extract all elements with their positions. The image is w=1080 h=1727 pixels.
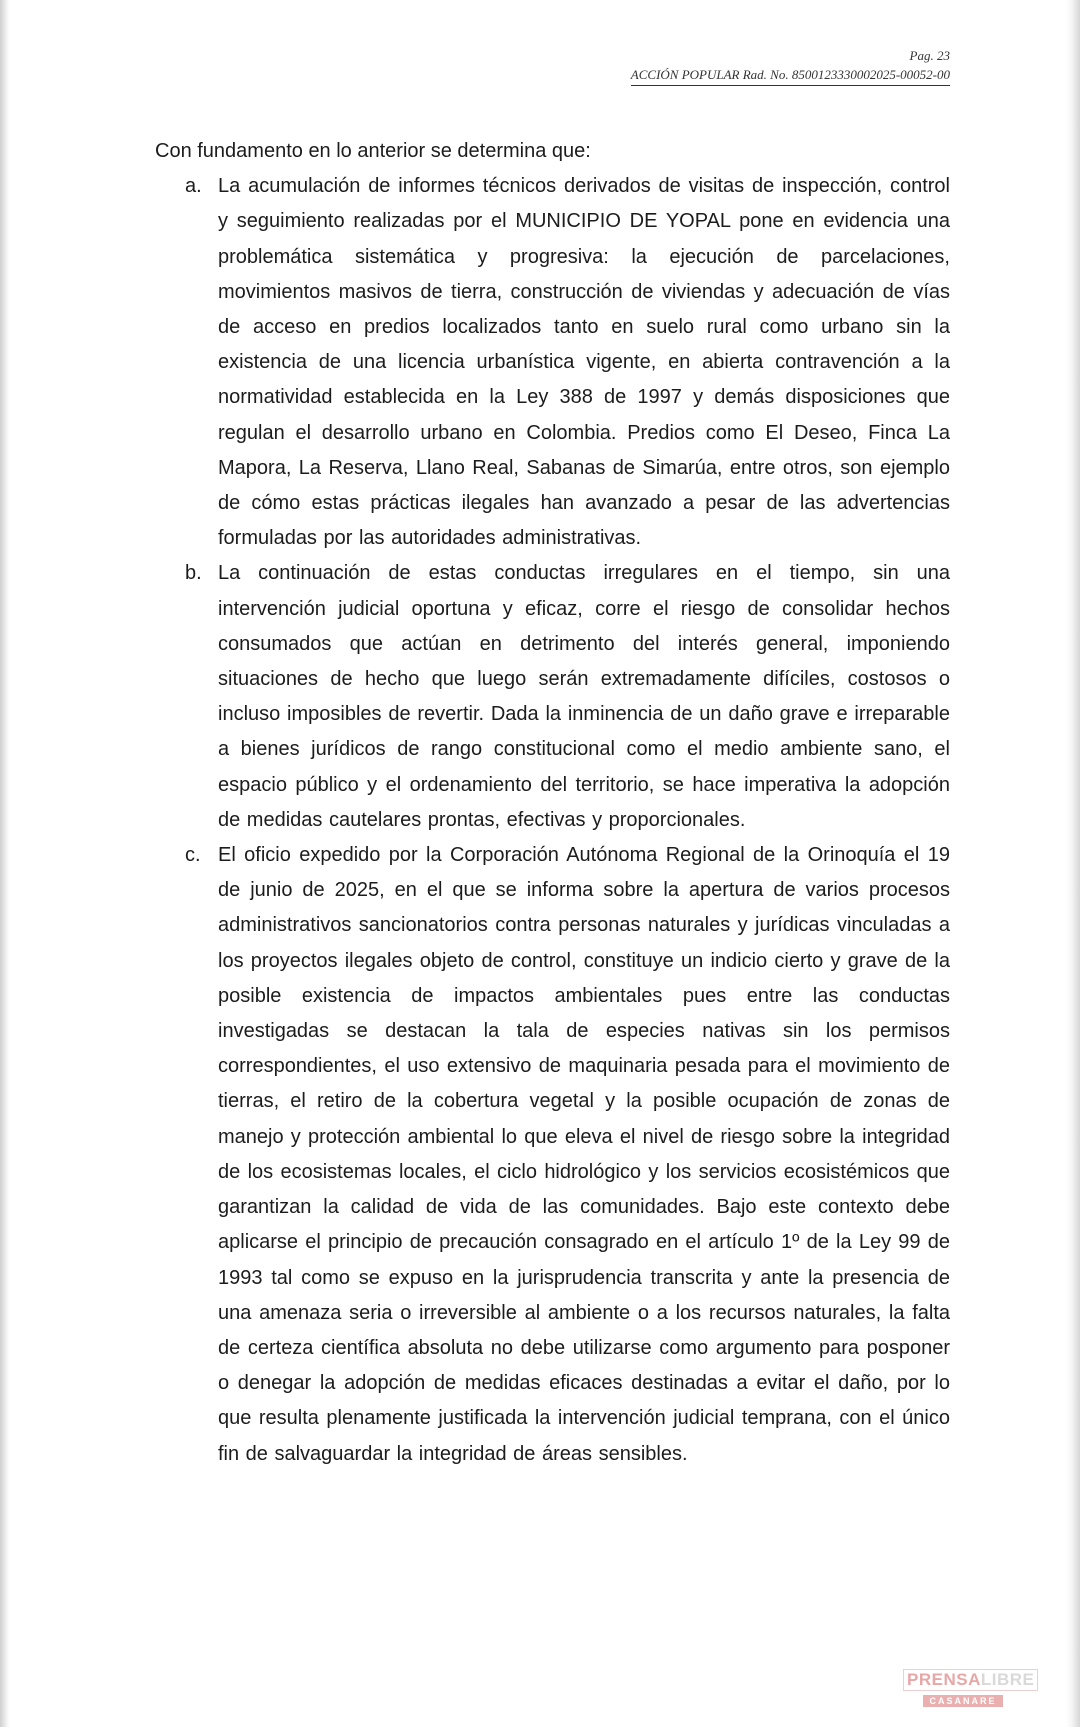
page-right-shadow xyxy=(1066,0,1080,1727)
list-item xyxy=(155,556,950,838)
watermark-brand-text: PRENSA xyxy=(907,1670,981,1689)
list-item-text: La acumulación de informes técnicos derivados de visitas de inspección, control y seguimiento realizadas por el MUNICIPIO DE YOPAL pone en evidencia una problemática sistemática y progresiva: la ejecución de parcelaciones, movimientos masivos de tierra, construcción de viviendas y adecuación de vías de acceso en predios localizados tanto en suelo rural como urbano sin la existencia de una licencia urbanística vigente, en abierta contravención a la normatividad establecida en la Ley 388 de 1997 y demás disposiciones que regulan el desarrollo urbano en Colombia. Predios como El Deseo, Finca La Mapora, La Reserva, Llano Real, Sabanas de Simarúa, entre otros, son ejemplo de cómo estas prácticas ilegales han avanzado a pesar de las advertencias formuladas por las autoridades administrativas. xyxy=(218,175,950,550)
watermark-logo xyxy=(903,1669,1035,1709)
list-item xyxy=(155,838,950,1472)
list-marker: a. xyxy=(185,175,202,198)
page-left-shadow xyxy=(0,0,10,1727)
list-item xyxy=(155,169,950,556)
conclusions-list xyxy=(155,169,950,1472)
page-number: Pag. 23 xyxy=(909,48,950,63)
watermark-brand-accent: LIBRE xyxy=(980,1670,1035,1689)
page-header xyxy=(631,46,950,86)
intro-paragraph: Con fundamento en lo anterior se determina que: xyxy=(155,140,591,162)
list-marker: b. xyxy=(185,562,202,585)
document-body xyxy=(155,134,950,1472)
case-reference: ACCIÓN POPULAR Rad. No. 8500123330002025-00052-00 xyxy=(631,65,950,86)
list-marker: c. xyxy=(185,844,201,867)
watermark-brand xyxy=(903,1669,1038,1691)
watermark-region: CASANARE xyxy=(923,1695,1002,1707)
list-item-text: La continuación de estas conductas irregulares en el tiempo, sin una intervención judicial oportuna y eficaz, corre el riesgo de consolidar hechos consumados que actúan en detrimento del interés general, imponiendo situaciones de hecho que luego serán extremadamente difíciles, costosos o incluso imposibles de revertir. Dada la inminencia de un daño grave e irreparable a bienes jurídicos de rango constitucional como el medio ambiente sano, el espacio público y el ordenamiento del territorio, se hace imperativa la adopción de medidas cautelares prontas, efectivas y proporcionales. xyxy=(218,562,950,831)
list-item-text: El oficio expedido por la Corporación Autónoma Regional de la Orinoquía el 19 de junio de 2025, en el que se informa sobre la apertura de varios procesos administrativos sancionatorios contra personas naturales y jurídicas vinculadas a los proyectos ilegales objeto de control, constituye un indicio cierto y grave de la posible existencia de impactos ambientales pues entre las conductas investigadas se destacan la tala de especies nativas sin los permisos correspondientes, el uso extensivo de maquinaria pesada para el movimiento de tierras, el retiro de la cobertura vegetal y la posible ocupación de zonas de manejo y protección ambiental lo que eleva el nivel de riesgo sobre la integridad de los ecosistemas locales, el ciclo hidrológico y los servicios ecosistémicos que garantizan la calidad de vida de las comunidades. Bajo este contexto debe aplicarse el principio de precaución consagrado en el artículo 1º de la Ley 99 de 1993 tal como se expuso en la jurisprudencia transcrita y ante la presencia de una amenaza seria o irreversible al ambiente o a los recursos naturales, la falta de certeza científica absoluta no debe utilizarse como argumento para posponer o denegar la adopción de medidas eficaces destinadas a evitar el daño, por lo que resulta plenamente justificada la intervención judicial temprana, con el único fin de salvaguardar la integridad de áreas sensibles. xyxy=(218,844,950,1465)
